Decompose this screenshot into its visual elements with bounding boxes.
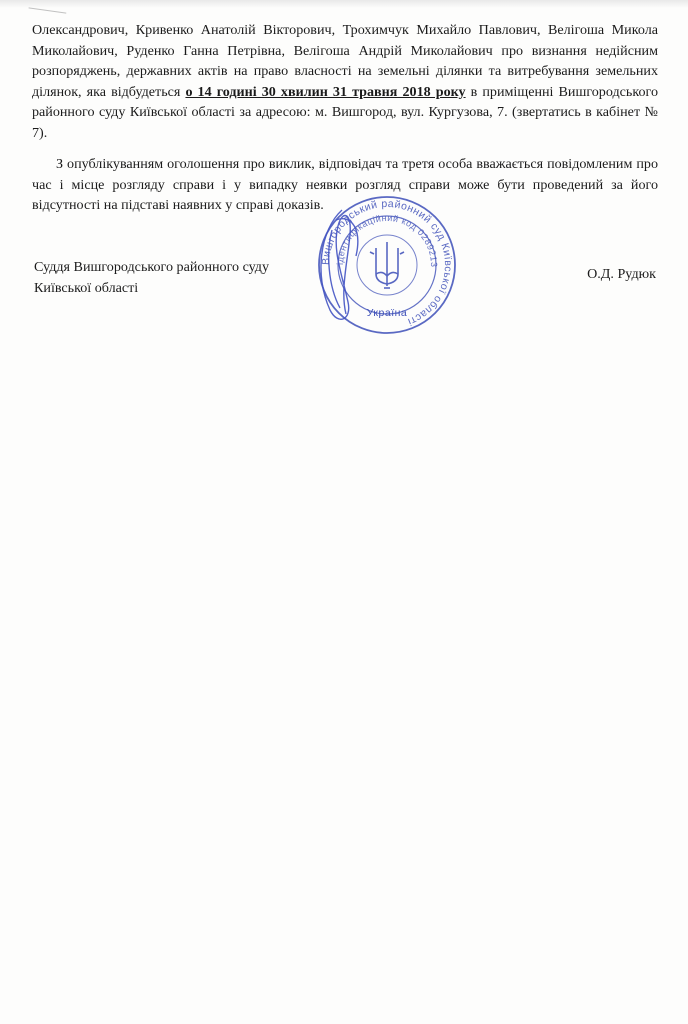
- scan-mark: [28, 7, 67, 19]
- court-seal-stamp: [312, 190, 462, 340]
- hearing-date: о 14 годині 30 хвилин 31 травня 2018 року: [185, 83, 466, 100]
- seal-graphic: [312, 190, 462, 340]
- court-address-text: в приміщенні Вишгородського районного суду Київської області за адресою: м. Вишгород, вул. Кургузова, 7. (звертатись в кабінет № 7).: [32, 83, 658, 141]
- judge-name: О.Д. Рудюк: [587, 266, 656, 282]
- judge-position-line1: Суддя Вишгородського районного суду: [34, 259, 270, 275]
- parties-text: Олександрович, Кривенко Анатолій Вікторович, Трохимчук Михайло Павлович, Велігоша Микола Миколайович, Руденко Ганна Петрівна, Велігоша Андрій Миколайович про визнання недійсним розпоряджень, державних актів на право власності на земельні ділянки та витребування земельних ділянок, яка відбудеться: [32, 22, 658, 100]
- scan-edge-shadow: [0, 0, 688, 8]
- seal-ring-text: Вишгородський районний суд Київської області: [319, 197, 455, 328]
- judge-position: [34, 257, 334, 298]
- paragraph-hearing-notice: [32, 20, 658, 143]
- seal-country-text: Україна: [366, 307, 408, 319]
- judge-position-line2: Київської області: [34, 279, 139, 296]
- seal-code-text: ідентифікаційний код 0289213: [334, 212, 440, 268]
- trident-icon: [370, 242, 404, 288]
- paragraph-publication-notice: З опублікуванням оголошення про виклик, відповідач та третя особа вважається повідомленим про час і місце розгляду справи і у випадку неявки розгляд справи може бути проведений за його відсутності на підставі наявних у справі доказів.: [32, 156, 658, 213]
